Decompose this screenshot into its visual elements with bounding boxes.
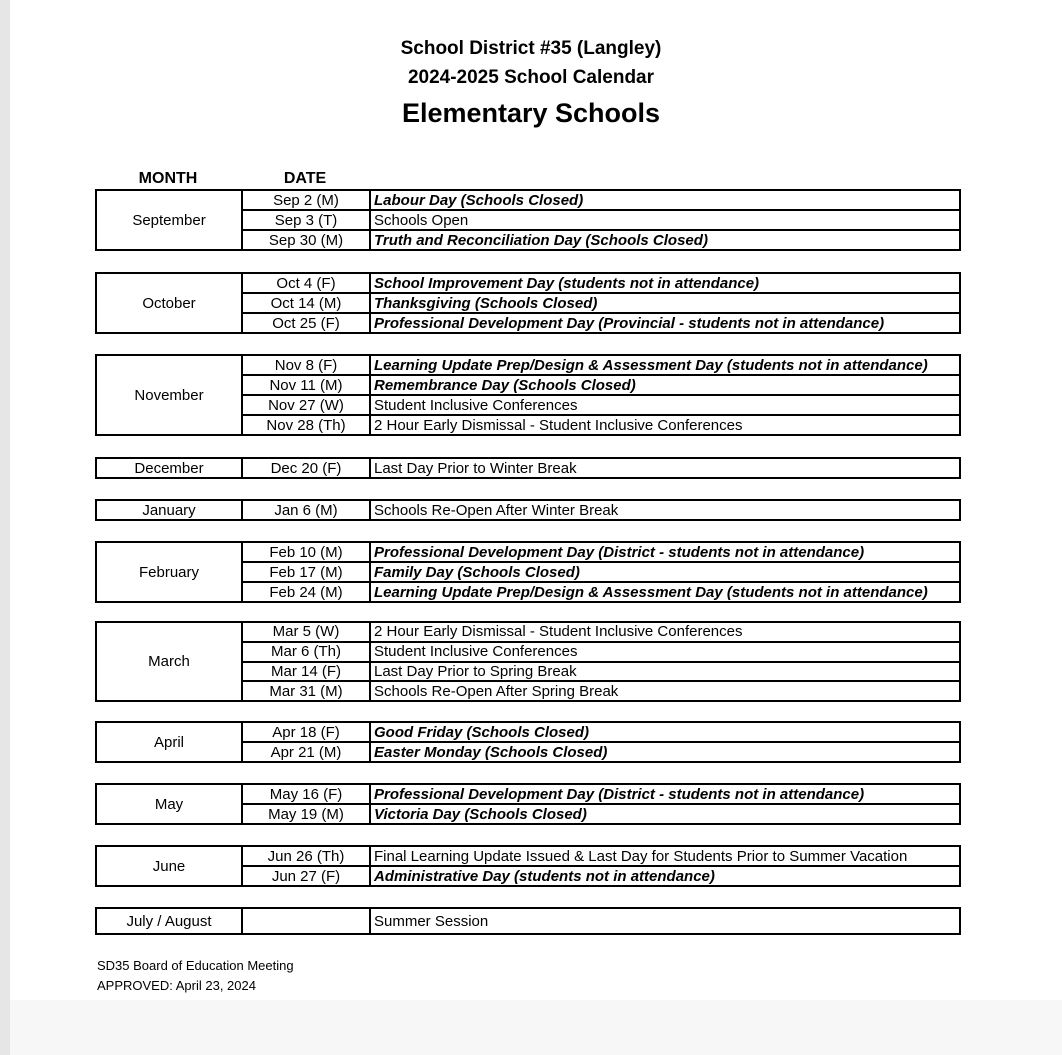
month-name: July / August [97, 909, 243, 933]
date-cell: Oct 4 (F) [243, 274, 371, 292]
month-name: January [97, 501, 243, 519]
month-rows [243, 459, 959, 477]
table-row [243, 231, 959, 249]
event-description: Thanksgiving (Schools Closed) [374, 294, 598, 312]
month-rows [243, 501, 959, 519]
table-row [243, 743, 959, 761]
event-description: Student Inclusive Conferences [374, 643, 578, 661]
month-name: November [97, 356, 243, 434]
month-group [95, 621, 961, 702]
event-description: 2 Hour Early Dismissal - Student Inclusive Conferences [374, 623, 743, 641]
month-rows [243, 356, 959, 434]
date-cell: Mar 6 (Th) [243, 643, 371, 661]
date-cell: Dec 20 (F) [243, 459, 371, 477]
month-rows [243, 847, 959, 885]
date-cell: Nov 11 (M) [243, 376, 371, 394]
event-description: Schools Re-Open After Winter Break [374, 501, 619, 519]
month-name: June [97, 847, 243, 885]
event-description: Victoria Day (Schools Closed) [374, 805, 587, 823]
event-description: Final Learning Update Issued & Last Day for Students Prior to Summer Vacation [374, 847, 908, 865]
table-row [243, 723, 959, 743]
month-group [95, 783, 961, 825]
date-cell: Mar 14 (F) [243, 663, 371, 681]
table-row [243, 274, 959, 294]
month-name: May [97, 785, 243, 823]
table-row [243, 663, 959, 683]
table-row [243, 501, 959, 519]
date-cell: Oct 25 (F) [243, 314, 371, 332]
date-cell: Sep 30 (M) [243, 231, 371, 249]
date-column-header: DATE [283, 170, 327, 187]
date-cell: Nov 8 (F) [243, 356, 371, 374]
table-row [243, 785, 959, 805]
month-name: February [97, 543, 243, 601]
month-group [95, 272, 961, 334]
date-cell: Feb 24 (M) [243, 583, 371, 601]
event-description: Learning Update Prep/Design & Assessment Day (students not in attendance) [374, 356, 928, 374]
event-description: Last Day Prior to Spring Break [374, 662, 577, 680]
month-name: September [97, 191, 243, 249]
month-group [95, 499, 961, 521]
date-cell [243, 909, 371, 933]
date-cell: Feb 17 (M) [243, 563, 371, 581]
event-description: 2 Hour Early Dismissal - Student Inclusive Conferences [374, 416, 743, 434]
event-description: Family Day (Schools Closed) [374, 563, 580, 581]
event-description: Truth and Reconciliation Day (Schools Closed) [374, 231, 708, 249]
event-description: Professional Development Day (Provincial - students not in attendance) [374, 314, 885, 332]
table-row [243, 682, 959, 700]
district-title: School District #35 (Langley) [400, 38, 662, 59]
month-group [95, 907, 961, 935]
table-row [243, 376, 959, 396]
table-row [243, 805, 959, 823]
date-cell: Apr 21 (M) [243, 743, 371, 761]
date-cell: Mar 5 (W) [243, 623, 371, 641]
event-description: Labour Day (Schools Closed) [374, 191, 584, 209]
table-row [243, 643, 959, 663]
date-cell: Jun 26 (Th) [243, 847, 371, 865]
date-cell: Jun 27 (F) [243, 867, 371, 885]
date-cell: Jan 6 (M) [243, 501, 371, 519]
month-rows [243, 723, 959, 761]
month-rows [243, 785, 959, 823]
table-row [243, 847, 959, 867]
table-row [243, 909, 959, 933]
date-cell: Mar 31 (M) [243, 682, 371, 700]
month-rows [243, 191, 959, 249]
month-group [95, 721, 961, 763]
date-cell: May 19 (M) [243, 805, 371, 823]
board-meeting-note: SD35 Board of Education Meeting [97, 958, 294, 973]
event-description: Professional Development Day (District - students not in attendance) [374, 785, 865, 803]
event-description: School Improvement Day (students not in attendance) [374, 274, 760, 292]
event-description: Last Day Prior to Winter Break [374, 459, 577, 477]
event-description: Easter Monday (Schools Closed) [374, 743, 608, 761]
date-cell: Sep 3 (T) [243, 211, 371, 229]
table-row [243, 623, 959, 643]
date-cell: Sep 2 (M) [243, 191, 371, 209]
event-description: Student Inclusive Conferences [374, 396, 578, 414]
month-rows [243, 909, 959, 933]
date-cell: Nov 27 (W) [243, 396, 371, 414]
month-rows [243, 623, 959, 700]
event-description: Administrative Day (students not in attendance) [374, 867, 715, 885]
table-row [243, 396, 959, 416]
month-name: March [97, 623, 243, 700]
approval-date: APPROVED: April 23, 2024 [97, 978, 256, 993]
event-description: Good Friday (Schools Closed) [374, 723, 590, 741]
month-group [95, 354, 961, 436]
viewer-bottom-strip [10, 1000, 1062, 1055]
table-row [243, 211, 959, 231]
month-column-header: MONTH [138, 170, 198, 187]
date-cell: May 16 (F) [243, 785, 371, 803]
month-name: October [97, 274, 243, 332]
table-row [243, 543, 959, 563]
table-row [243, 314, 959, 332]
event-description: Learning Update Prep/Design & Assessment Day (students not in attendance) [374, 583, 928, 601]
school-level-title: Elementary Schools [401, 98, 661, 128]
table-row [243, 191, 959, 211]
month-group [95, 845, 961, 887]
event-description: Schools Open [374, 211, 469, 229]
table-row [243, 356, 959, 376]
date-cell: Feb 10 (M) [243, 543, 371, 561]
table-row [243, 563, 959, 583]
table-row [243, 416, 959, 434]
event-description: Schools Re-Open After Spring Break [374, 682, 619, 700]
date-cell: Nov 28 (Th) [243, 416, 371, 434]
month-group [95, 541, 961, 603]
month-name: April [97, 723, 243, 761]
date-cell: Oct 14 (M) [243, 294, 371, 312]
calendar-title: 2024-2025 School Calendar [407, 67, 655, 88]
month-group [95, 457, 961, 479]
table-row [243, 459, 959, 477]
viewer-left-edge [0, 0, 10, 1055]
table-row [243, 867, 959, 885]
table-row [243, 583, 959, 601]
event-description: Remembrance Day (Schools Closed) [374, 376, 636, 394]
event-description: Professional Development Day (District - students not in attendance) [374, 543, 865, 561]
month-name: December [97, 459, 243, 477]
month-rows [243, 543, 959, 601]
month-group [95, 189, 961, 251]
month-rows [243, 274, 959, 332]
event-description: Summer Session [374, 912, 489, 930]
date-cell: Apr 18 (F) [243, 723, 371, 741]
table-row [243, 294, 959, 314]
